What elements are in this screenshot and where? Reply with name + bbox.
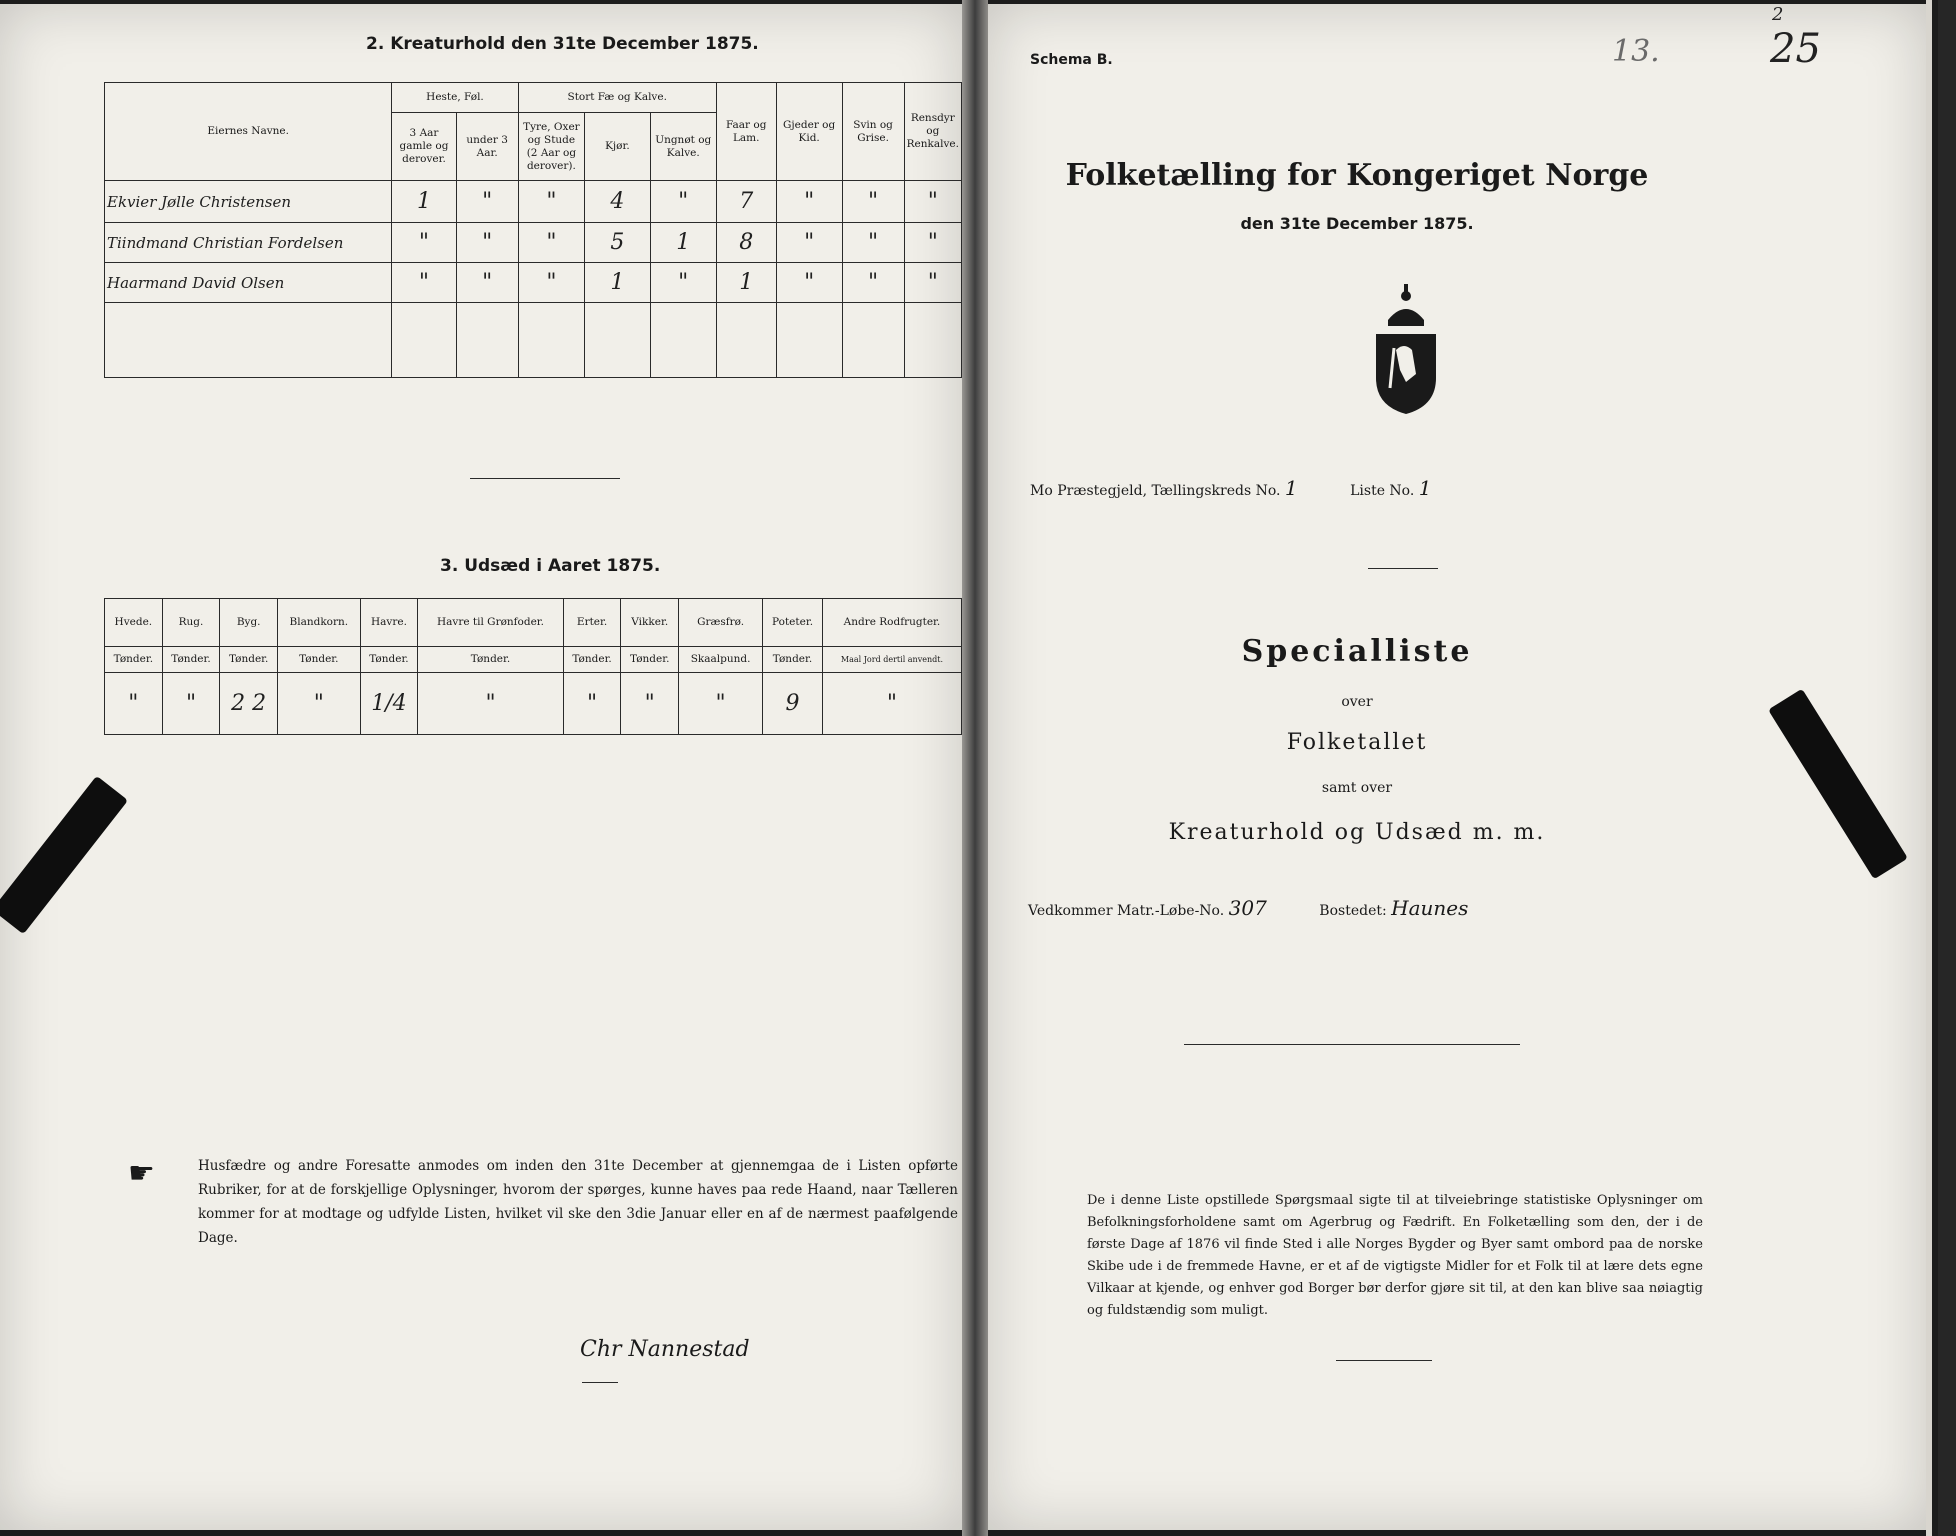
kreatur-label: Kreaturhold og Udsæd m. m. (1168, 820, 1546, 845)
cell: " (842, 181, 904, 223)
seed-header: Hvede. (105, 599, 163, 647)
subtitle: den 31te December 1875. (1240, 214, 1474, 233)
header-horses-young: under 3 Aar. (456, 113, 518, 181)
seed-value: " (162, 673, 220, 735)
cell: " (904, 181, 961, 223)
list-label: Liste No. (1350, 483, 1415, 499)
header-cattle: Stort Fæ og Kalve. (518, 83, 716, 113)
header-pigs: Svin og Grise. (842, 83, 904, 181)
list-no: 1 (1418, 476, 1432, 500)
seed-header: Rug. (162, 599, 220, 647)
cell: " (776, 223, 842, 263)
page-edge (1926, 0, 1932, 1536)
livestock-table (104, 82, 962, 378)
seed-unit: Tønder. (418, 647, 563, 673)
cell: 1 (716, 263, 776, 303)
cell: " (776, 181, 842, 223)
seed-unit: Tønder. (621, 647, 679, 673)
folketallet-label: Folketallet (1286, 730, 1428, 755)
seed-value: " (679, 673, 763, 735)
seed-value: " (418, 673, 563, 735)
cell: " (456, 223, 518, 263)
seed-unit: Tønder. (563, 647, 621, 673)
seed-unit: Tønder. (105, 647, 163, 673)
cell: 1 (392, 181, 456, 223)
seed-value: " (105, 673, 163, 735)
table-row (105, 223, 962, 263)
table-row (105, 263, 962, 303)
cell: " (650, 181, 716, 223)
header-horses-old: 3 Aar gamle og derover. (392, 113, 456, 181)
seed-header: Byg. (220, 599, 278, 647)
cell: " (518, 181, 584, 223)
cell: " (392, 263, 456, 303)
seed-unit: Tønder. (360, 647, 418, 673)
cell: " (904, 223, 961, 263)
header-goats: Gjeder og Kid. (776, 83, 842, 181)
seed-value: " (278, 673, 361, 735)
seed-unit: Tønder. (278, 647, 361, 673)
cell: 4 (585, 181, 651, 223)
divider (1184, 1044, 1520, 1045)
matr-line (1028, 896, 1468, 920)
intro-paragraph: De i denne Liste opstillede Spørgsmaal sigte til at tilveiebringe statistiske Oplysninger om Befolkningsforholdene samt om Agerbrug og Fædrift. En Folketælling som den, der i de første Dage af 1876 vil finde Sted i alle Norges Bygder og Byer samt ombord paa de norske Skibe ude i de fremmede Havne, er et af de vigtigste Midler for et Folk til at lære dets egne Vilkaar at kjende, og enhver god Borger bør derfor gjøre sit til, at den kan blive saa nøiagtig og fuldstændig som muligt. (1087, 1193, 1703, 1318)
coat-of-arms-icon (1366, 278, 1446, 418)
left-page (0, 4, 962, 1530)
parish-label: Mo Præstegjeld, Tællingskreds No. (1030, 483, 1281, 499)
folio-small: 2 (1772, 4, 1784, 25)
header-sheep: Faar og Lam. (716, 83, 776, 181)
seed-unit: Skaalpund. (679, 647, 763, 673)
divider (1336, 1360, 1432, 1361)
divider (470, 478, 620, 479)
seed-unit: Tønder. (763, 647, 823, 673)
divider (1368, 568, 1438, 569)
header-horses: Heste, Føl. (392, 83, 518, 113)
seed-header: Erter. (563, 599, 621, 647)
seed-header: Andre Rodfrugter. (822, 599, 961, 647)
seed-value: 9 (763, 673, 823, 735)
cell: " (392, 223, 456, 263)
seed-header: Havre til Grønfoder. (418, 599, 563, 647)
samt-label: samt over (1321, 780, 1393, 796)
header-cattle-young: Ungnøt og Kalve. (650, 113, 716, 181)
seed-header: Græsfrø. (679, 599, 763, 647)
header-cattle-cows: Kjør. (585, 113, 651, 181)
header-cattle-bulls: Tyre, Oxer og Stude (2 Aar og derover). (518, 113, 584, 181)
cell: " (650, 263, 716, 303)
seed-value: " (563, 673, 621, 735)
matr-label: Vedkommer Matr.-Løbe-No. (1028, 903, 1225, 919)
seed-value: 2 2 (220, 673, 278, 735)
signature: Chr Nannestad (580, 1337, 750, 1362)
header-owner: Eiernes Navne. (105, 83, 392, 181)
cell: 1 (585, 263, 651, 303)
parish-no: 1 (1284, 476, 1298, 500)
signature-underline (582, 1382, 618, 1383)
pencil-number: 13. (1612, 34, 1660, 69)
cell: " (776, 263, 842, 303)
cell: " (904, 263, 961, 303)
cell: 7 (716, 181, 776, 223)
owner-name: Haarmand David Olsen (105, 263, 392, 303)
bosted-label: Bostedet: (1319, 903, 1387, 919)
seed-table (104, 598, 962, 735)
folio-number: 25 (1770, 26, 1821, 72)
cell: 5 (585, 223, 651, 263)
matr-no: 307 (1228, 896, 1267, 920)
table-row-empty (105, 303, 962, 378)
pointing-hand-icon: ☛ (128, 1156, 155, 1191)
cell: " (456, 263, 518, 303)
seed-value: 1/4 (360, 673, 418, 735)
schema-label: Schema B. (1030, 52, 1113, 68)
cell: " (518, 223, 584, 263)
table-row (105, 673, 962, 735)
notice-text: Husfædre og andre Foresatte anmodes om inden den 31te December at gjennemgaa de i Listen opførte Rubriker, for at de forskjellige Oplysninger, hvorom der spørges, kunne haves paa rede Haand, naar Tælleren kommer for at modtage og udfylde Listen, hvilket vil ske den 3die Januar eller en af de nærmest paafølgende Dage. (198, 1158, 958, 1246)
page-edge (1938, 0, 1956, 1536)
cell: 8 (716, 223, 776, 263)
over-label: over (1341, 694, 1373, 710)
cell: " (842, 263, 904, 303)
owner-name: Tiindmand Christian Fordelsen (105, 223, 392, 263)
special-title: Specialliste (1241, 634, 1473, 669)
bosted-value: Haunes (1391, 896, 1469, 920)
cell: " (842, 223, 904, 263)
main-title: Folketælling for Kongeriget Norge (1065, 158, 1649, 193)
table-row (105, 181, 962, 223)
seed-unit: Tønder. (220, 647, 278, 673)
seed-header: Havre. (360, 599, 418, 647)
seed-header: Poteter. (763, 599, 823, 647)
seed-value: " (621, 673, 679, 735)
cell: " (456, 181, 518, 223)
cell: 1 (650, 223, 716, 263)
seed-unit: Maal Jord dertil anvendt. (822, 647, 961, 673)
seed-value: " (822, 673, 961, 735)
parish-line (1030, 476, 1432, 500)
owner-name: Ekvier Jølle Christensen (105, 181, 392, 223)
header-reindeer: Rensdyr og Renkalve. (904, 83, 961, 181)
section3-title: 3. Udsæd i Aaret 1875. (440, 556, 661, 576)
seed-unit: Tønder. (162, 647, 220, 673)
section2-title: 2. Kreaturhold den 31te December 1875. (366, 34, 759, 54)
cell: " (518, 263, 584, 303)
seed-header: Vikker. (621, 599, 679, 647)
seed-header: Blandkorn. (278, 599, 361, 647)
